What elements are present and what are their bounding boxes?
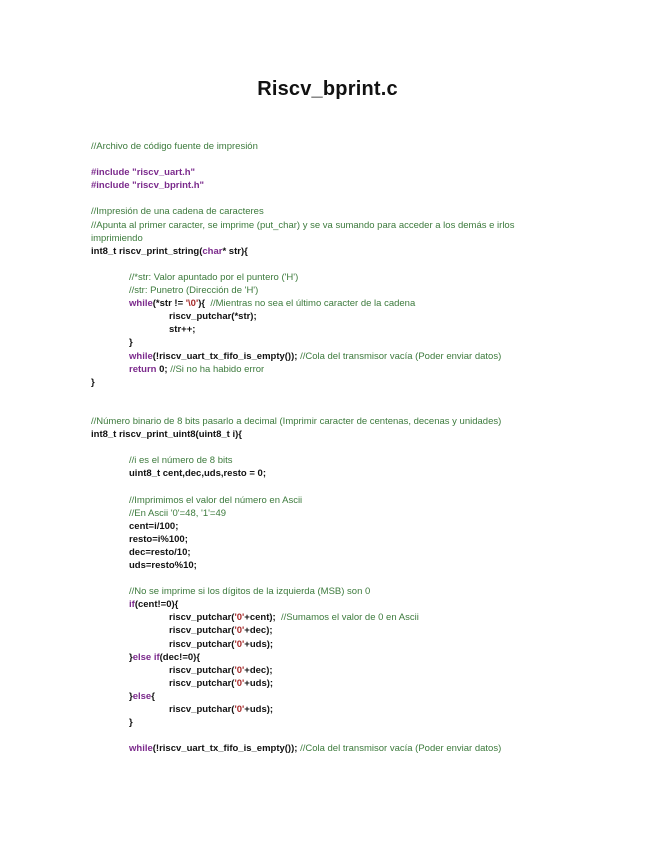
comment-line: //En Ascii '0'=48, '1'=49	[129, 507, 227, 519]
code-text: +cent);	[244, 612, 281, 624]
code-text: riscv_putchar(	[169, 677, 235, 689]
keyword: else if	[132, 651, 160, 663]
code-text: {	[151, 690, 155, 702]
function-signature	[91, 245, 561, 258]
code-line: dec=resto/10;	[129, 546, 191, 558]
code-line	[91, 624, 561, 637]
keyword: return	[129, 363, 157, 375]
page-title: Riscv_bprint.c	[257, 78, 398, 100]
comment-line: //i es el número de 8 bits	[129, 455, 233, 467]
code-text: * str){	[222, 245, 248, 257]
code-listing	[91, 140, 561, 755]
code-text: (*str !=	[152, 298, 186, 310]
comment-line: //Impresión de una cadena de caracteres	[91, 206, 264, 218]
keyword: else	[132, 690, 152, 702]
keyword: while	[129, 298, 153, 310]
code-text: riscv_putchar(	[169, 612, 235, 624]
inline-comment: //Mientras no sea el último caracter de la cadena	[210, 298, 416, 310]
inline-comment: //Cola del transmisor vacía (Poder enviar datos)	[300, 743, 502, 755]
char-literal: '\0'	[185, 298, 199, 310]
comment-line: //Imprimimos el valor del número en Ascii	[129, 494, 303, 506]
code-line	[91, 690, 561, 703]
include-line	[91, 179, 561, 192]
code-line	[91, 664, 561, 677]
code-text: 0;	[156, 363, 171, 375]
code-line: uint8_t cent,dec,uds,resto = 0;	[129, 468, 266, 480]
code-line: riscv_putchar(*str);	[169, 311, 257, 323]
code-text: riscv_putchar(	[169, 638, 235, 650]
code-line: uds=resto%10;	[129, 560, 197, 571]
comment-line: //No se imprime si los dígitos de la izquierda (MSB) son 0	[129, 586, 371, 598]
code-line: }	[129, 337, 133, 349]
comment-line: //Número binario de 8 bits pasarlo a decimal (Imprimir caracter de centenas, decenas y unidades)	[91, 415, 502, 427]
spacer	[91, 441, 561, 454]
code-text: +uds);	[244, 704, 274, 716]
inline-comment: //Si no ha habido error	[170, 363, 265, 375]
code-line	[91, 638, 561, 651]
spacer	[91, 192, 561, 205]
keyword: #include	[91, 180, 130, 192]
keyword: #include	[91, 167, 130, 179]
spacer	[91, 402, 561, 415]
keyword: char	[202, 245, 223, 257]
code-text: riscv_putchar(	[169, 664, 235, 676]
code-text: +uds);	[244, 677, 274, 689]
code-line	[91, 350, 561, 363]
spacer	[91, 729, 561, 742]
char-literal: '0'	[234, 612, 245, 624]
code-line: }	[129, 717, 133, 729]
comment-line: //str: Punetro (Dirección de 'H')	[129, 285, 259, 297]
char-literal: '0'	[234, 664, 245, 676]
code-text: riscv_putchar(	[169, 704, 235, 716]
inline-comment: //Cola del transmisor vacía (Poder enviar datos)	[300, 350, 502, 362]
code-text: +dec);	[244, 625, 273, 637]
code-line	[91, 703, 561, 716]
char-literal: '0'	[234, 625, 245, 637]
code-line	[91, 363, 561, 376]
code-line: resto=i%100;	[129, 533, 188, 545]
code-text: riscv_putchar(	[169, 625, 235, 637]
string-literal: "riscv_uart.h"	[129, 167, 196, 179]
code-text: ){	[198, 298, 211, 310]
code-text: +dec);	[244, 664, 273, 676]
string-literal: "riscv_bprint.h"	[129, 180, 205, 192]
code-text: (!riscv_uart_tx_fifo_is_empty());	[152, 743, 301, 755]
code-text: int8_t riscv_print_string(	[91, 245, 203, 257]
code-line	[91, 598, 561, 611]
char-literal: '0'	[234, 704, 245, 716]
spacer	[91, 258, 561, 271]
include-line	[91, 166, 561, 179]
comment-line: //Archivo de código fuente de impresión	[91, 141, 258, 152]
keyword: if	[129, 599, 135, 611]
function-signature: int8_t riscv_print_uint8(uint8_t i){	[91, 429, 242, 441]
code-line: }	[91, 376, 95, 388]
char-literal: '0'	[234, 677, 245, 689]
spacer	[91, 389, 561, 402]
spacer	[91, 480, 561, 493]
char-literal: '0'	[234, 638, 245, 650]
comment-line: //Apunta al primer caracter, se imprime (put_char) y se va sumando para acceder a los demás e irlos imprimiendo	[91, 219, 515, 244]
inline-comment: //Sumamos el valor de 0 en Ascii	[280, 612, 419, 624]
code-text: (dec!=0){	[159, 651, 201, 663]
code-text: (cent!=0){	[134, 599, 179, 611]
code-text: }	[129, 690, 133, 702]
code-line	[91, 297, 561, 310]
code-text: +uds);	[244, 638, 274, 650]
keyword: while	[129, 743, 153, 755]
code-text: (!riscv_uart_tx_fifo_is_empty());	[152, 350, 301, 362]
keyword: while	[129, 350, 153, 362]
code-text: }	[129, 651, 133, 663]
spacer	[91, 572, 561, 585]
code-line: cent=i/100;	[129, 520, 179, 532]
code-line	[91, 677, 561, 690]
spacer	[91, 153, 561, 166]
code-line: str++;	[169, 324, 196, 336]
code-line	[91, 742, 561, 755]
code-line	[91, 651, 561, 664]
comment-line: //*str: Valor apuntado por el puntero ('H')	[129, 271, 299, 283]
code-line	[91, 611, 561, 624]
